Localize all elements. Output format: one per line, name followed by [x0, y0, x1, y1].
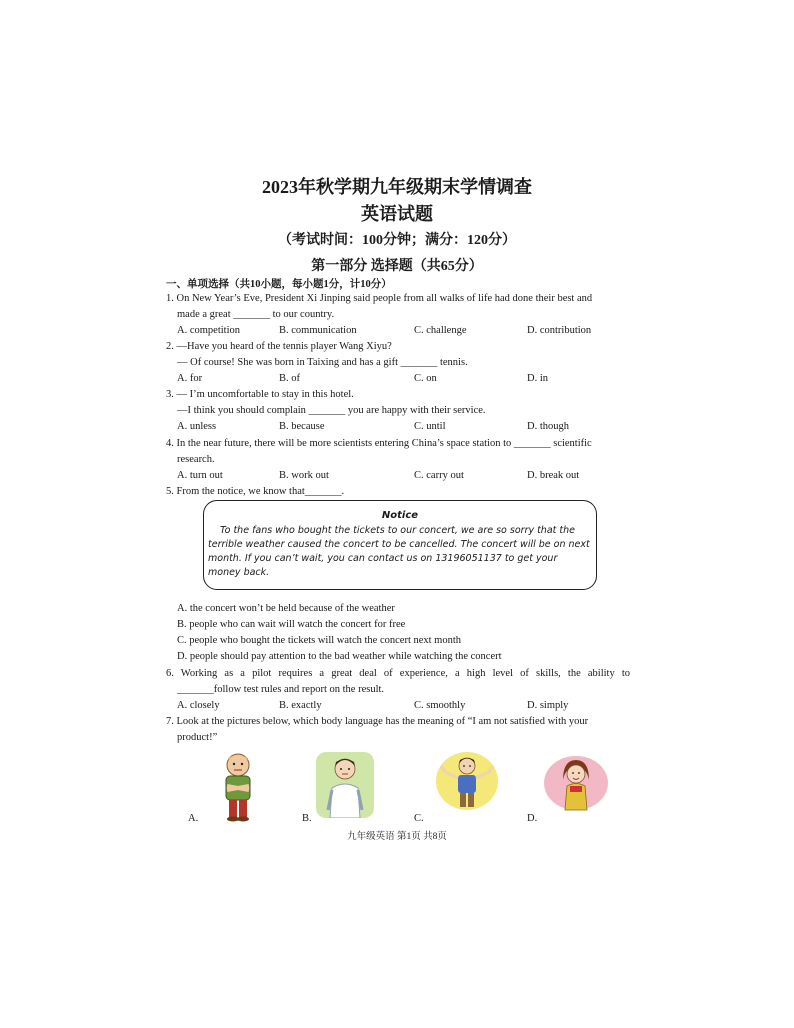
q1-stem-line1: 1. On New Year’s Eve, President Xi Jinping said people from all walks of life had done their best and	[166, 293, 593, 304]
q2-stem-line1: 2. —Have you heard of the tennis player Wang Xiyu?	[166, 341, 392, 352]
girl-smiling-icon[interactable]	[543, 754, 609, 812]
q2-option-d[interactable]: D. in	[527, 373, 548, 384]
q4-option-a[interactable]: A. turn out	[177, 470, 223, 481]
q3-stem-line2: —I think you should complain _______ you are happy with their service.	[177, 405, 486, 416]
q6-option-a[interactable]: A. closely	[177, 700, 220, 711]
q2-option-b[interactable]: B. of	[279, 373, 300, 384]
q1-option-c[interactable]: C. challenge	[414, 325, 467, 336]
q4-option-d[interactable]: D. break out	[527, 470, 580, 481]
q5-option-b[interactable]: B. people who can wait will watch the concert for free	[177, 619, 406, 630]
q7-stem-line1: 7. Look at the pictures below, which body language has the meaning of “I am not satisfied with your	[166, 716, 589, 727]
q6-option-b[interactable]: B. exactly	[279, 700, 322, 711]
page-footer: 九年级英语 第1页 共8页	[347, 832, 447, 842]
q4-option-b[interactable]: B. work out	[279, 470, 329, 481]
part-title: 第一部分 选择题（共65分）	[311, 259, 483, 274]
notice-title: Notice	[381, 510, 419, 521]
q5-option-c[interactable]: C. people who bought the tickets will watch the concert next month	[177, 635, 462, 646]
q5-option-d[interactable]: D. people should pay attention to the bad weather while watching the concert	[177, 651, 502, 662]
notice-box	[203, 500, 597, 590]
q3-stem-line1: 3. — I’m uncomfortable to stay in this hotel.	[166, 389, 354, 400]
q2-stem-line2: — Of course! She was born in Taixing and has a gift _______ tennis.	[177, 357, 468, 368]
q5-option-a[interactable]: A. the concert won’t be held because of the weather	[177, 603, 395, 614]
q3-option-c[interactable]: C. until	[414, 421, 446, 432]
q7-stem-line2: product!”	[177, 732, 218, 743]
q7-option-d[interactable]: D.	[527, 813, 538, 824]
q3-option-a[interactable]: A. unless	[177, 421, 217, 432]
q3-option-b[interactable]: B. because	[279, 421, 325, 432]
notice-body: To the fans who bought the tickets to our concert, we are so sorry that the terrible weather caused the concert to be cancelled. The concert will be on next month. If you can’t wait, you can contact us on 13196051137 to get your money back.	[208, 525, 590, 578]
exam-title: 2023年秋学期九年级期末学情调查	[262, 177, 532, 197]
q1-option-d[interactable]: D. contribution	[527, 325, 592, 336]
exam-info: （考试时间：100分钟；满分：120分）	[278, 233, 516, 248]
q7-option-a[interactable]: A.	[188, 813, 199, 824]
q1-option-b[interactable]: B. communication	[279, 325, 357, 336]
exam-subject: 英语试题	[361, 204, 433, 224]
boy-arms-crossed-icon[interactable]	[218, 752, 258, 822]
q6-option-d[interactable]: D. simply	[527, 700, 569, 711]
q2-option-c[interactable]: C. on	[414, 373, 437, 384]
q4-option-c[interactable]: C. carry out	[414, 470, 464, 481]
boy-shrugging-icon[interactable]	[435, 750, 499, 812]
q5-stem-line1: 5. From the notice, we know that_______.	[166, 486, 345, 497]
q6-option-c[interactable]: C. smoothly	[414, 700, 466, 711]
q1-option-a[interactable]: A. competition	[177, 325, 240, 336]
q1-stem-line2: made a great _______ to our country.	[177, 309, 335, 320]
q7-option-c[interactable]: C.	[414, 813, 424, 824]
q4-stem-line2: research.	[177, 454, 215, 465]
q3-option-d[interactable]: D. though	[527, 421, 569, 432]
man-standing-icon[interactable]	[316, 752, 374, 818]
q6-stem-line1: 6. Working as a pilot requires a great deal of experience, a high level of skills, the ability to	[166, 668, 630, 679]
section-title: 一、单项选择（共10小题，每小题1分，计10分）	[166, 279, 392, 290]
q2-option-a[interactable]: A. for	[177, 373, 203, 384]
q6-stem-line2: _______follow test rules and report on the result.	[177, 684, 385, 695]
q7-option-b[interactable]: B.	[302, 813, 312, 824]
q4-stem-line1: 4. In the near future, there will be more scientists entering China’s space station to _______ scientific	[166, 438, 592, 449]
